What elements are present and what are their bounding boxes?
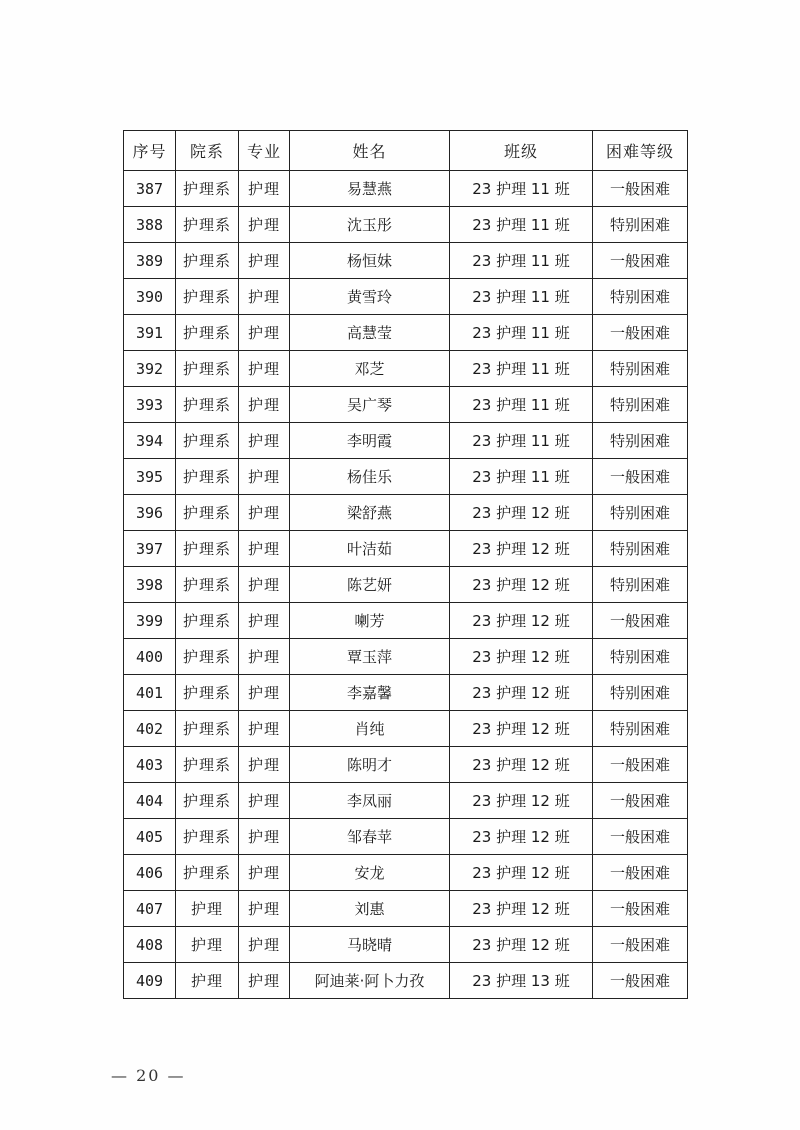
cell-difficulty-level: 特别困难 bbox=[593, 675, 688, 711]
cell-name: 陈艺妍 bbox=[290, 567, 450, 603]
cell-class: 23 护理 12 班 bbox=[450, 711, 593, 747]
cell-department: 护理系 bbox=[176, 351, 239, 387]
cell-name: 喇芳 bbox=[290, 603, 450, 639]
cell-serial-number: 393 bbox=[124, 387, 176, 423]
cell-class: 23 护理 11 班 bbox=[450, 387, 593, 423]
cell-difficulty-level: 一般困难 bbox=[593, 747, 688, 783]
cell-serial-number: 408 bbox=[124, 927, 176, 963]
cell-department: 护理系 bbox=[176, 531, 239, 567]
cell-class: 23 护理 12 班 bbox=[450, 747, 593, 783]
cell-major: 护理 bbox=[239, 243, 290, 279]
cell-class: 23 护理 12 班 bbox=[450, 495, 593, 531]
cell-serial-number: 404 bbox=[124, 783, 176, 819]
cell-class: 23 护理 13 班 bbox=[450, 963, 593, 999]
cell-major: 护理 bbox=[239, 387, 290, 423]
table-row bbox=[124, 963, 688, 999]
cell-serial-number: 407 bbox=[124, 891, 176, 927]
cell-name: 黄雪玲 bbox=[290, 279, 450, 315]
cell-difficulty-level: 特别困难 bbox=[593, 423, 688, 459]
cell-department: 护理系 bbox=[176, 603, 239, 639]
cell-class: 23 护理 11 班 bbox=[450, 423, 593, 459]
cell-name: 叶洁茹 bbox=[290, 531, 450, 567]
cell-department: 护理系 bbox=[176, 315, 239, 351]
cell-serial-number: 390 bbox=[124, 279, 176, 315]
cell-name: 阿迪莱·阿卜力孜 bbox=[290, 963, 450, 999]
header-name: 姓名 bbox=[290, 131, 450, 171]
cell-major: 护理 bbox=[239, 639, 290, 675]
cell-department: 护理 bbox=[176, 927, 239, 963]
cell-name: 邓芝 bbox=[290, 351, 450, 387]
table-row bbox=[124, 423, 688, 459]
cell-major: 护理 bbox=[239, 207, 290, 243]
cell-serial-number: 405 bbox=[124, 819, 176, 855]
cell-name: 安龙 bbox=[290, 855, 450, 891]
table-row bbox=[124, 495, 688, 531]
cell-class: 23 护理 12 班 bbox=[450, 819, 593, 855]
cell-name: 邹春苹 bbox=[290, 819, 450, 855]
cell-difficulty-level: 特别困难 bbox=[593, 351, 688, 387]
cell-class: 23 护理 12 班 bbox=[450, 639, 593, 675]
cell-serial-number: 400 bbox=[124, 639, 176, 675]
cell-class: 23 护理 12 班 bbox=[450, 603, 593, 639]
table-row bbox=[124, 459, 688, 495]
cell-name: 杨佳乐 bbox=[290, 459, 450, 495]
page-number: — 20 — bbox=[111, 1066, 186, 1085]
header-major: 专业 bbox=[239, 131, 290, 171]
cell-major: 护理 bbox=[239, 927, 290, 963]
cell-class: 23 护理 11 班 bbox=[450, 351, 593, 387]
cell-name: 吴广琴 bbox=[290, 387, 450, 423]
cell-difficulty-level: 一般困难 bbox=[593, 603, 688, 639]
cell-department: 护理系 bbox=[176, 279, 239, 315]
cell-major: 护理 bbox=[239, 603, 290, 639]
cell-department: 护理系 bbox=[176, 819, 239, 855]
cell-name: 李嘉馨 bbox=[290, 675, 450, 711]
cell-difficulty-level: 特别困难 bbox=[593, 495, 688, 531]
cell-serial-number: 401 bbox=[124, 675, 176, 711]
cell-serial-number: 395 bbox=[124, 459, 176, 495]
cell-class: 23 护理 12 班 bbox=[450, 567, 593, 603]
table-header-row bbox=[124, 131, 688, 171]
cell-department: 护理系 bbox=[176, 387, 239, 423]
cell-major: 护理 bbox=[239, 315, 290, 351]
header-difficulty-level: 困难等级 bbox=[593, 131, 688, 171]
table-row bbox=[124, 603, 688, 639]
cell-serial-number: 403 bbox=[124, 747, 176, 783]
cell-name: 马晓晴 bbox=[290, 927, 450, 963]
cell-department: 护理系 bbox=[176, 243, 239, 279]
cell-class: 23 护理 11 班 bbox=[450, 207, 593, 243]
cell-difficulty-level: 特别困难 bbox=[593, 207, 688, 243]
cell-class: 23 护理 12 班 bbox=[450, 891, 593, 927]
cell-major: 护理 bbox=[239, 567, 290, 603]
cell-department: 护理系 bbox=[176, 711, 239, 747]
cell-difficulty-level: 特别困难 bbox=[593, 531, 688, 567]
cell-name: 高慧莹 bbox=[290, 315, 450, 351]
table-row bbox=[124, 783, 688, 819]
cell-serial-number: 409 bbox=[124, 963, 176, 999]
cell-difficulty-level: 特别困难 bbox=[593, 387, 688, 423]
cell-difficulty-level: 一般困难 bbox=[593, 855, 688, 891]
table-row bbox=[124, 675, 688, 711]
student-roster-table bbox=[123, 130, 688, 999]
table-row bbox=[124, 639, 688, 675]
table-row bbox=[124, 567, 688, 603]
table-row bbox=[124, 171, 688, 207]
cell-department: 护理 bbox=[176, 963, 239, 999]
cell-major: 护理 bbox=[239, 963, 290, 999]
cell-class: 23 护理 12 班 bbox=[450, 855, 593, 891]
cell-class: 23 护理 12 班 bbox=[450, 675, 593, 711]
cell-major: 护理 bbox=[239, 171, 290, 207]
cell-name: 沈玉彤 bbox=[290, 207, 450, 243]
cell-department: 护理 bbox=[176, 891, 239, 927]
cell-difficulty-level: 一般困难 bbox=[593, 927, 688, 963]
cell-serial-number: 389 bbox=[124, 243, 176, 279]
table-row bbox=[124, 279, 688, 315]
cell-name: 易慧燕 bbox=[290, 171, 450, 207]
cell-difficulty-level: 一般困难 bbox=[593, 783, 688, 819]
cell-class: 23 护理 11 班 bbox=[450, 459, 593, 495]
cell-major: 护理 bbox=[239, 279, 290, 315]
cell-name: 肖纯 bbox=[290, 711, 450, 747]
cell-difficulty-level: 特别困难 bbox=[593, 639, 688, 675]
cell-class: 23 护理 12 班 bbox=[450, 927, 593, 963]
table-row bbox=[124, 927, 688, 963]
table-body bbox=[124, 171, 688, 999]
cell-department: 护理系 bbox=[176, 855, 239, 891]
cell-serial-number: 406 bbox=[124, 855, 176, 891]
cell-difficulty-level: 一般困难 bbox=[593, 243, 688, 279]
cell-class: 23 护理 11 班 bbox=[450, 243, 593, 279]
cell-name: 李凤丽 bbox=[290, 783, 450, 819]
cell-difficulty-level: 一般困难 bbox=[593, 459, 688, 495]
cell-department: 护理系 bbox=[176, 639, 239, 675]
cell-major: 护理 bbox=[239, 819, 290, 855]
cell-department: 护理系 bbox=[176, 423, 239, 459]
cell-serial-number: 398 bbox=[124, 567, 176, 603]
cell-major: 护理 bbox=[239, 351, 290, 387]
cell-difficulty-level: 一般困难 bbox=[593, 819, 688, 855]
cell-difficulty-level: 一般困难 bbox=[593, 963, 688, 999]
cell-department: 护理系 bbox=[176, 495, 239, 531]
header-department: 院系 bbox=[176, 131, 239, 171]
table-row bbox=[124, 315, 688, 351]
cell-difficulty-level: 特别困难 bbox=[593, 567, 688, 603]
cell-class: 23 护理 11 班 bbox=[450, 171, 593, 207]
cell-name: 陈明才 bbox=[290, 747, 450, 783]
cell-difficulty-level: 一般困难 bbox=[593, 891, 688, 927]
cell-serial-number: 388 bbox=[124, 207, 176, 243]
cell-serial-number: 399 bbox=[124, 603, 176, 639]
cell-major: 护理 bbox=[239, 675, 290, 711]
cell-name: 李明霞 bbox=[290, 423, 450, 459]
table-row bbox=[124, 387, 688, 423]
cell-major: 护理 bbox=[239, 423, 290, 459]
table-row bbox=[124, 855, 688, 891]
table-row bbox=[124, 711, 688, 747]
cell-serial-number: 402 bbox=[124, 711, 176, 747]
table-row bbox=[124, 531, 688, 567]
cell-major: 护理 bbox=[239, 891, 290, 927]
header-serial-number: 序号 bbox=[124, 131, 176, 171]
cell-department: 护理系 bbox=[176, 171, 239, 207]
cell-major: 护理 bbox=[239, 783, 290, 819]
cell-major: 护理 bbox=[239, 855, 290, 891]
cell-difficulty-level: 一般困难 bbox=[593, 171, 688, 207]
cell-class: 23 护理 12 班 bbox=[450, 783, 593, 819]
cell-serial-number: 397 bbox=[124, 531, 176, 567]
cell-name: 杨恒妹 bbox=[290, 243, 450, 279]
cell-difficulty-level: 特别困难 bbox=[593, 711, 688, 747]
cell-serial-number: 396 bbox=[124, 495, 176, 531]
table-row bbox=[124, 891, 688, 927]
cell-serial-number: 394 bbox=[124, 423, 176, 459]
cell-department: 护理系 bbox=[176, 675, 239, 711]
cell-major: 护理 bbox=[239, 747, 290, 783]
cell-department: 护理系 bbox=[176, 207, 239, 243]
cell-class: 23 护理 12 班 bbox=[450, 531, 593, 567]
cell-department: 护理系 bbox=[176, 459, 239, 495]
cell-name: 覃玉萍 bbox=[290, 639, 450, 675]
cell-class: 23 护理 11 班 bbox=[450, 279, 593, 315]
cell-difficulty-level: 一般困难 bbox=[593, 315, 688, 351]
table-row bbox=[124, 351, 688, 387]
cell-class: 23 护理 11 班 bbox=[450, 315, 593, 351]
cell-difficulty-level: 特别困难 bbox=[593, 279, 688, 315]
cell-name: 梁舒燕 bbox=[290, 495, 450, 531]
cell-major: 护理 bbox=[239, 495, 290, 531]
table-row bbox=[124, 819, 688, 855]
cell-name: 刘惠 bbox=[290, 891, 450, 927]
cell-major: 护理 bbox=[239, 531, 290, 567]
table-row bbox=[124, 747, 688, 783]
header-class: 班级 bbox=[450, 131, 593, 171]
cell-department: 护理系 bbox=[176, 567, 239, 603]
cell-department: 护理系 bbox=[176, 783, 239, 819]
cell-serial-number: 387 bbox=[124, 171, 176, 207]
table-row bbox=[124, 207, 688, 243]
cell-serial-number: 392 bbox=[124, 351, 176, 387]
cell-major: 护理 bbox=[239, 711, 290, 747]
table-row bbox=[124, 243, 688, 279]
cell-major: 护理 bbox=[239, 459, 290, 495]
cell-serial-number: 391 bbox=[124, 315, 176, 351]
cell-department: 护理系 bbox=[176, 747, 239, 783]
